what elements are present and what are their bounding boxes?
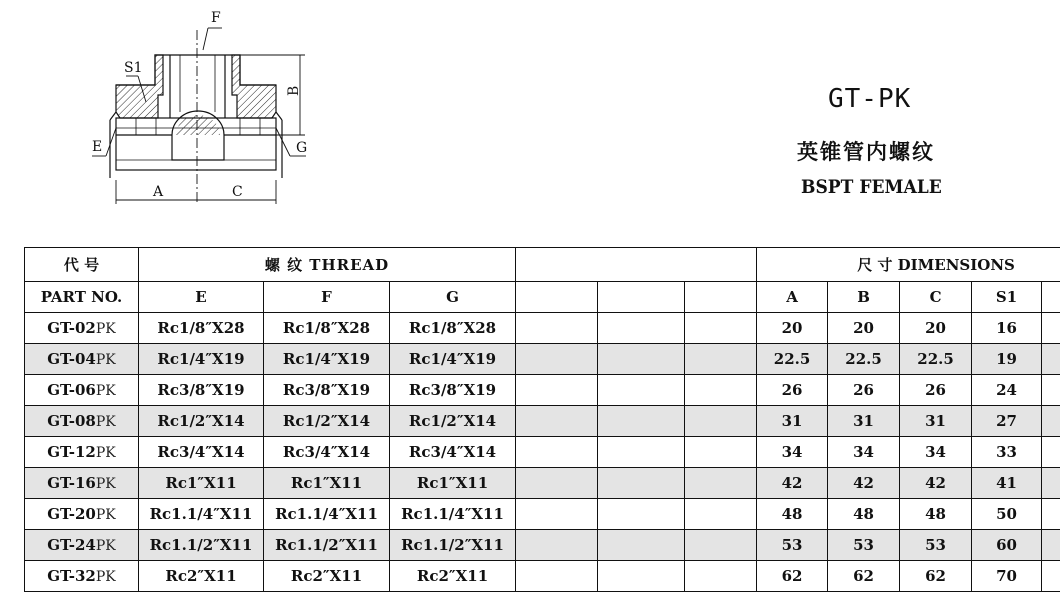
dim-A-cell: 31 — [757, 406, 828, 437]
table-row — [25, 561, 1060, 592]
thread-G-cell: Rc1″X11 — [390, 468, 516, 499]
dim-B-cell: 22.5 — [828, 344, 900, 375]
dim-B-cell: 20 — [828, 313, 900, 344]
label-C: C — [232, 184, 243, 200]
table-row — [25, 313, 1060, 344]
part-number-cell — [25, 344, 139, 375]
header-C: C — [900, 282, 972, 313]
thread-E-cell: Rc1/2″X14 — [139, 406, 264, 437]
dim-B-cell: 31 — [828, 406, 900, 437]
blank-cell — [598, 313, 685, 344]
header-A: A — [757, 282, 828, 313]
part-code: GT-16 — [47, 474, 96, 492]
blank-cell — [685, 344, 757, 375]
header-thread: 螺 纹 THREAD — [139, 248, 516, 282]
blank-cell — [1042, 313, 1060, 344]
label-E: E — [92, 139, 103, 155]
dim-C-cell: 34 — [900, 437, 972, 468]
part-suffix: PK — [95, 352, 116, 368]
blank-cell — [516, 437, 598, 468]
thread-G-cell: Rc3/8″X19 — [390, 375, 516, 406]
blank-cell — [1042, 406, 1060, 437]
dim-S1-cell: 24 — [972, 375, 1042, 406]
blank-cell — [598, 282, 685, 313]
part-code: GT-12 — [47, 443, 96, 461]
blank-cell — [516, 499, 598, 530]
table-row — [25, 468, 1060, 499]
thread-G-cell: Rc1.1/4″X11 — [390, 499, 516, 530]
dim-C-cell: 53 — [900, 530, 972, 561]
blank-cell — [516, 530, 598, 561]
blank-cell — [598, 344, 685, 375]
part-suffix: PK — [95, 321, 116, 337]
table-row — [25, 406, 1060, 437]
header-B: B — [828, 282, 900, 313]
table-body — [25, 313, 1060, 592]
thread-G-cell: Rc1.1/2″X11 — [390, 530, 516, 561]
part-number-cell — [25, 561, 139, 592]
blank-cell — [685, 468, 757, 499]
blank-cell — [1042, 530, 1060, 561]
dim-A-cell: 26 — [757, 375, 828, 406]
blank-cell — [598, 406, 685, 437]
dim-C-cell: 20 — [900, 313, 972, 344]
blank-cell — [685, 561, 757, 592]
part-suffix: PK — [95, 476, 116, 492]
blank-cell — [598, 530, 685, 561]
dim-A-cell: 62 — [757, 561, 828, 592]
dim-B-cell: 62 — [828, 561, 900, 592]
header-E: E — [139, 282, 264, 313]
blank-cell — [516, 406, 598, 437]
part-suffix: PK — [95, 383, 116, 399]
title-chinese: 英锥管内螺纹 — [797, 140, 935, 164]
part-code: GT-04 — [47, 350, 96, 368]
dim-B-cell: 42 — [828, 468, 900, 499]
part-number-cell — [25, 499, 139, 530]
dim-C-cell: 31 — [900, 406, 972, 437]
dim-B-cell: 34 — [828, 437, 900, 468]
table-header-row-1 — [25, 248, 1060, 282]
part-suffix: PK — [95, 569, 116, 585]
part-number-cell — [25, 406, 139, 437]
part-suffix: PK — [95, 507, 116, 523]
label-F: F — [211, 10, 221, 26]
thread-F-cell: Rc1/4″X19 — [264, 344, 390, 375]
dim-S1-cell: 60 — [972, 530, 1042, 561]
part-number-cell — [25, 468, 139, 499]
table-row — [25, 375, 1060, 406]
header-blank — [516, 248, 757, 282]
dim-B-cell: 53 — [828, 530, 900, 561]
thread-E-cell: Rc1.1/2″X11 — [139, 530, 264, 561]
blank-cell — [1042, 499, 1060, 530]
thread-E-cell: Rc2″X11 — [139, 561, 264, 592]
dim-A-cell: 53 — [757, 530, 828, 561]
thread-E-cell: Rc3/8″X19 — [139, 375, 264, 406]
blank-cell — [685, 375, 757, 406]
label-A: A — [153, 184, 164, 200]
dim-A-cell: 48 — [757, 499, 828, 530]
dim-C-cell: 22.5 — [900, 344, 972, 375]
header-dimensions: 尺 寸 DIMENSIONS — [757, 248, 1060, 282]
blank-cell — [685, 282, 757, 313]
blank-cell — [516, 375, 598, 406]
dim-B-cell: 48 — [828, 499, 900, 530]
thread-G-cell: Rc2″X11 — [390, 561, 516, 592]
part-suffix: PK — [95, 414, 116, 430]
blank-cell — [1042, 468, 1060, 499]
title-english: BSPT FEMALE — [801, 176, 942, 198]
dim-A-cell: 20 — [757, 313, 828, 344]
label-S1: S1 — [124, 60, 143, 76]
thread-F-cell: Rc1″X11 — [264, 468, 390, 499]
dim-B-cell: 26 — [828, 375, 900, 406]
part-number-cell — [25, 530, 139, 561]
blank-cell — [685, 499, 757, 530]
thread-F-cell: Rc3/4″X14 — [264, 437, 390, 468]
blank-cell — [598, 437, 685, 468]
part-code: GT-06 — [47, 381, 96, 399]
dim-C-cell: 62 — [900, 561, 972, 592]
label-B: B — [286, 85, 302, 96]
table-header-row-2 — [25, 282, 1060, 313]
table-row — [25, 530, 1060, 561]
blank-cell — [598, 561, 685, 592]
blank-cell — [598, 468, 685, 499]
blank-cell — [685, 530, 757, 561]
dim-S1-cell: 16 — [972, 313, 1042, 344]
blank-cell — [516, 282, 598, 313]
part-number-cell — [25, 375, 139, 406]
blank-cell — [1042, 561, 1060, 592]
tee-fitting-drawing — [0, 0, 340, 215]
thread-F-cell: Rc1/2″X14 — [264, 406, 390, 437]
dim-S1-cell: 19 — [972, 344, 1042, 375]
thread-F-cell: Rc1.1/2″X11 — [264, 530, 390, 561]
thread-G-cell: Rc1/4″X19 — [390, 344, 516, 375]
dim-A-cell: 22.5 — [757, 344, 828, 375]
thread-G-cell: Rc1/8″X28 — [390, 313, 516, 344]
thread-E-cell: Rc1″X11 — [139, 468, 264, 499]
part-code: GT-02 — [47, 319, 96, 337]
header-part-no: PART NO. — [25, 282, 139, 313]
blank-cell — [516, 344, 598, 375]
table-row — [25, 499, 1060, 530]
part-code: GT-24 — [47, 536, 96, 554]
header-F: F — [264, 282, 390, 313]
thread-E-cell: Rc3/4″X14 — [139, 437, 264, 468]
dim-C-cell: 42 — [900, 468, 972, 499]
header-G: G — [390, 282, 516, 313]
part-number-cell — [25, 437, 139, 468]
thread-F-cell: Rc2″X11 — [264, 561, 390, 592]
blank-cell — [516, 561, 598, 592]
thread-E-cell: Rc1/8″X28 — [139, 313, 264, 344]
dim-S1-cell: 50 — [972, 499, 1042, 530]
thread-G-cell: Rc3/4″X14 — [390, 437, 516, 468]
part-suffix: PK — [95, 445, 116, 461]
model-code: GT-PK — [828, 84, 912, 114]
dim-C-cell: 26 — [900, 375, 972, 406]
blank-cell — [685, 437, 757, 468]
dim-A-cell: 42 — [757, 468, 828, 499]
table-row — [25, 344, 1060, 375]
blank-cell — [685, 406, 757, 437]
part-code: GT-20 — [47, 505, 96, 523]
blank-cell — [1042, 437, 1060, 468]
dim-A-cell: 34 — [757, 437, 828, 468]
table-row — [25, 437, 1060, 468]
blank-cell — [1042, 375, 1060, 406]
blank-cell — [1042, 282, 1060, 313]
blank-cell — [516, 468, 598, 499]
blank-cell — [685, 313, 757, 344]
thread-F-cell: Rc3/8″X19 — [264, 375, 390, 406]
thread-E-cell: Rc1/4″X19 — [139, 344, 264, 375]
blank-cell — [598, 375, 685, 406]
blank-cell — [1042, 344, 1060, 375]
dim-S1-cell: 41 — [972, 468, 1042, 499]
part-number-cell — [25, 313, 139, 344]
dim-S1-cell: 27 — [972, 406, 1042, 437]
header-S1: S1 — [972, 282, 1042, 313]
dim-S1-cell: 33 — [972, 437, 1042, 468]
thread-F-cell: Rc1/8″X28 — [264, 313, 390, 344]
part-suffix: PK — [95, 538, 116, 554]
label-G: G — [296, 140, 308, 156]
part-code: GT-08 — [47, 412, 96, 430]
dim-C-cell: 48 — [900, 499, 972, 530]
part-code: GT-32 — [47, 567, 96, 585]
dim-S1-cell: 70 — [972, 561, 1042, 592]
thread-F-cell: Rc1.1/4″X11 — [264, 499, 390, 530]
blank-cell — [598, 499, 685, 530]
dimensions-table — [24, 247, 1060, 592]
header-code-cn: 代 号 — [25, 248, 139, 282]
blank-cell — [516, 313, 598, 344]
thread-G-cell: Rc1/2″X14 — [390, 406, 516, 437]
thread-E-cell: Rc1.1/4″X11 — [139, 499, 264, 530]
